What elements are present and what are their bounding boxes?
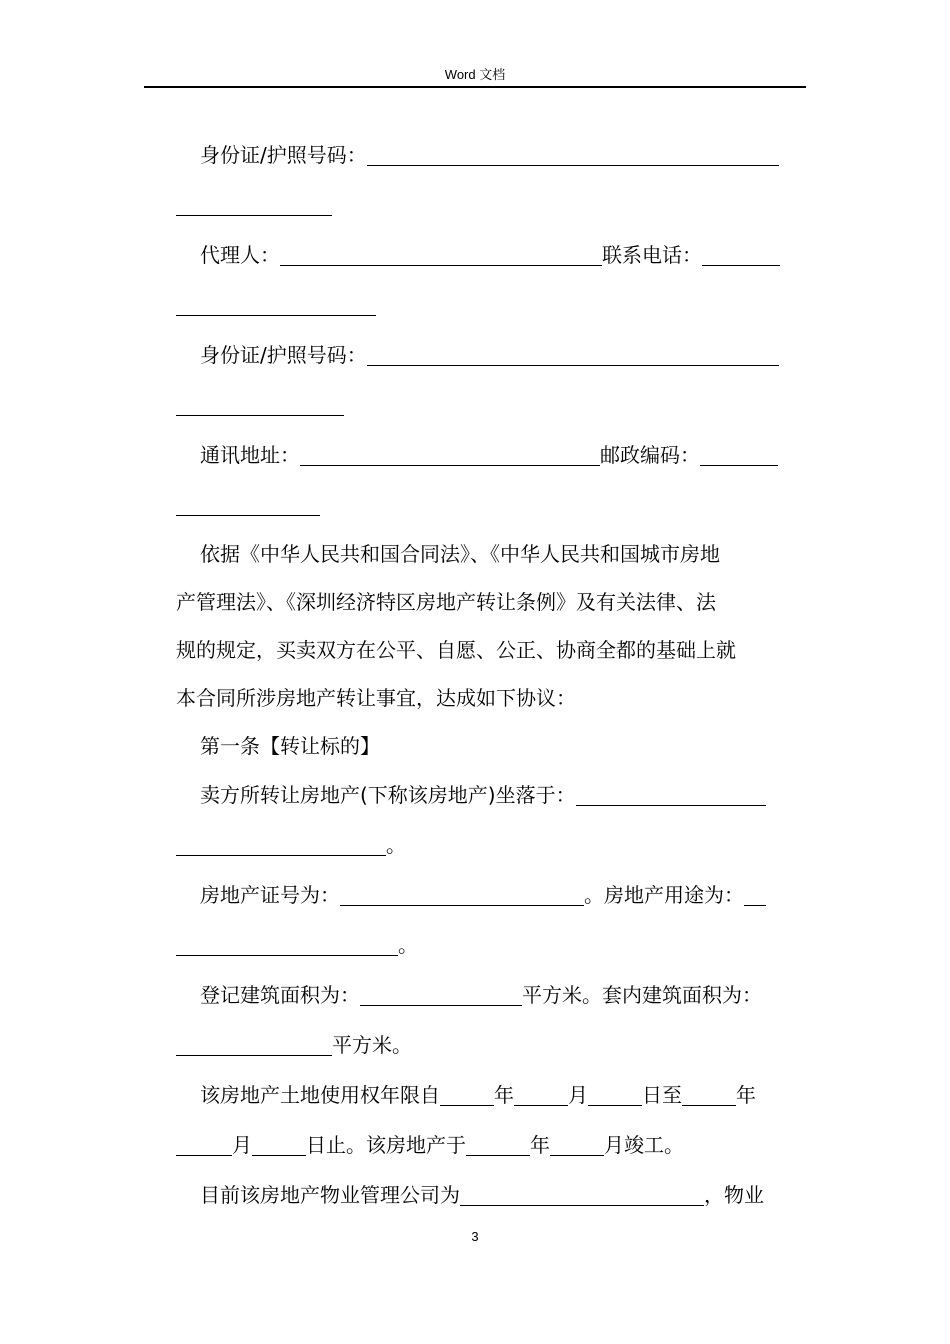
location-label: 卖方所转让房地产(下称该房地产)坐落于： [200, 783, 576, 807]
id-number-line-1-continued [176, 180, 806, 230]
agent-label: 代理人： [200, 243, 280, 267]
inner-area-unit: 平方米。 [332, 1033, 412, 1057]
id-number-blank-continued [176, 195, 332, 216]
end-month-blank [176, 1135, 232, 1156]
certificate-blank [340, 885, 584, 906]
basis-paragraph-line-2 [176, 578, 806, 626]
inner-area-label: 平方米。套内建筑面积为： [522, 983, 762, 1007]
agent-line [176, 230, 806, 280]
id-number-blank-2 [367, 345, 779, 366]
address-line [176, 430, 806, 480]
area-blank [360, 985, 522, 1006]
basis-text-2: 产管理法》、《深圳经济特区房地产转让条例》及有关法律、法 [176, 590, 716, 614]
phone-label: 联系电话： [602, 243, 702, 267]
header-rule [144, 86, 806, 88]
basis-paragraph-line-1 [176, 530, 806, 578]
id-number-line-1 [176, 130, 806, 180]
use-label: 。房地产用途为： [584, 883, 744, 907]
inner-area-blank [176, 1035, 332, 1056]
area-label: 登记建筑面积为： [200, 983, 360, 1007]
year-text-2: 年 [736, 1083, 756, 1107]
land-term-line [176, 1070, 806, 1120]
id-number-line-2 [176, 330, 806, 380]
agent-blank [280, 245, 602, 266]
use-blank-continued [176, 935, 398, 956]
document-body [176, 130, 806, 1220]
land-term-label: 该房地产土地使用权年限自 [200, 1083, 440, 1107]
land-term-line-continued [176, 1120, 806, 1170]
location-blank [576, 785, 766, 806]
phone-blank-continued [176, 295, 376, 316]
location-period: 。 [386, 833, 406, 857]
area-line-continued [176, 1020, 806, 1070]
management-label: 目前该房地产物业管理公司为 [200, 1183, 460, 1207]
start-month-blank [514, 1085, 568, 1106]
address-blank [300, 445, 600, 466]
year-text-3: 年 [530, 1133, 550, 1157]
completion-year-blank [466, 1135, 530, 1156]
agent-line-continued [176, 280, 806, 330]
page-number: 3 [471, 1229, 479, 1244]
basis-text-3: 规的规定，买卖双方在公平、自愿、公正、协商全都的基础上就 [176, 638, 736, 662]
day-end-text: 日止。该房地产于 [306, 1133, 466, 1157]
id-number-label-2: 身份证/护照号码： [200, 343, 367, 367]
location-blank-continued [176, 835, 386, 856]
id-number-line-2-continued [176, 380, 806, 430]
completion-month-blank [550, 1135, 604, 1156]
management-company-blank [460, 1185, 704, 1206]
use-blank [744, 885, 766, 906]
postcode-label: 邮政编码： [600, 443, 700, 467]
completed-text: 月竣工。 [604, 1133, 684, 1157]
end-day-blank [252, 1135, 306, 1156]
management-line [176, 1170, 806, 1220]
article-title-text: 第一条【转让标的】 [200, 734, 380, 758]
use-period: 。 [398, 933, 418, 957]
location-line-continued [176, 820, 806, 870]
certificate-line-continued [176, 920, 806, 970]
area-line [176, 970, 806, 1020]
certificate-line [176, 870, 806, 920]
phone-blank [702, 245, 780, 266]
id-number-blank-2-continued [176, 395, 344, 416]
month-text-1: 月 [568, 1083, 588, 1107]
month-text-2: 月 [232, 1133, 252, 1157]
article-1-title [176, 722, 806, 770]
page-header: Word 文档 [444, 67, 506, 82]
end-year-blank [682, 1085, 736, 1106]
id-number-blank [367, 145, 779, 166]
id-number-label: 身份证/护照号码： [200, 143, 367, 167]
basis-text-4: 本合同所涉房地产转让事宜，达成如下协议： [176, 686, 576, 710]
location-line [176, 770, 806, 820]
start-day-blank [588, 1085, 642, 1106]
basis-paragraph-line-3 [176, 626, 806, 674]
property-suffix: ，物业 [704, 1183, 764, 1207]
postcode-blank-continued [176, 495, 320, 516]
certificate-label: 房地产证号为： [200, 883, 340, 907]
start-year-blank [440, 1085, 494, 1106]
address-line-continued [176, 480, 806, 530]
postcode-blank [700, 445, 778, 466]
basis-paragraph-line-4 [176, 674, 806, 722]
address-label: 通讯地址： [200, 443, 300, 467]
basis-text-1: 依据《中华人民共和国合同法》、《中华人民共和国城市房地 [200, 542, 720, 566]
year-text-1: 年 [494, 1083, 514, 1107]
day-to-text: 日至 [642, 1083, 682, 1107]
